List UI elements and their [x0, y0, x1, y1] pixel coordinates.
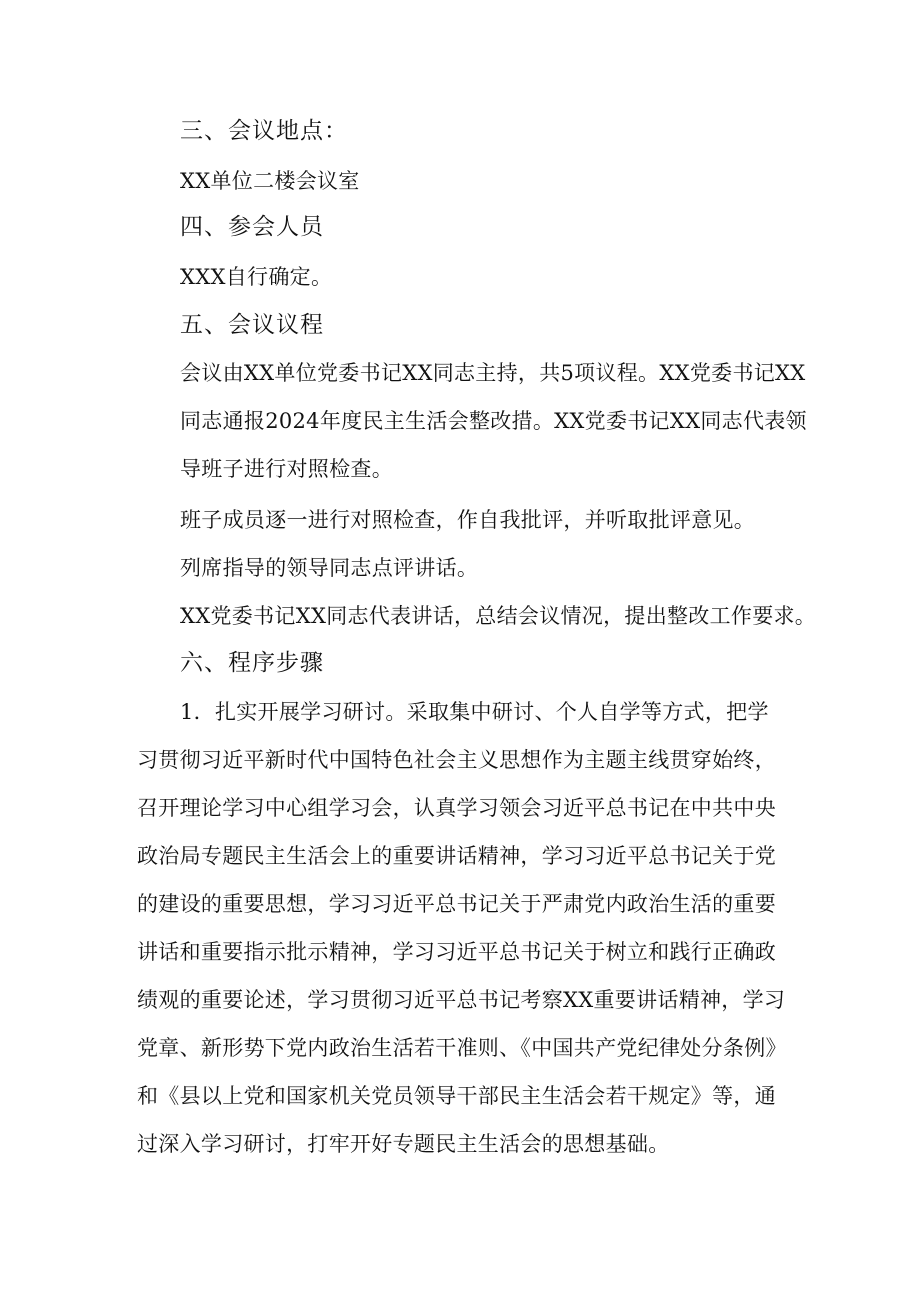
paragraph-line: XX党委书记XX同志代表讲话，总结会议情况，提出整改工作要求。	[180, 604, 817, 628]
paragraph-line: 政治局专题民主生活会上的重要讲话精神，学习习近平总书记关于党	[137, 844, 776, 868]
paragraph-line: 党章、新形势下党内政治生活若干准则、《中国共产党纪律处分条例》	[137, 1036, 787, 1060]
paragraph-line: 1．扎实开展学习研讨。采取集中研讨、个人自学等方式，把学	[180, 700, 769, 724]
section-heading-location: 三、会议地点：	[180, 118, 348, 144]
paragraph-line: 绩观的重要论述，学习贯彻习近平总书记考察XX重要讲话精神，学习	[137, 988, 786, 1012]
paragraph-line: 列席指导的领导同志点评讲话。	[180, 556, 479, 580]
paragraph-line: XXX自行确定。	[180, 265, 333, 289]
paragraph-line: 过深入学习研讨，打牢开好专题民主生活会的思想基础。	[137, 1132, 670, 1156]
paragraph-line: 会议由XX单位党委书记XX同志主持，共5项议程。XX党委书记XX	[180, 361, 806, 385]
paragraph-line: 召开理论学习中心组学习会，认真学习领会习近平总书记在中共中央	[137, 796, 776, 820]
paragraph-line: 同志通报2024年度民主生活会整改措。XX党委书记XX同志代表领	[180, 409, 807, 433]
section-heading-procedure: 六、程序步骤	[180, 650, 324, 676]
paragraph-line: 习贯彻习近平新时代中国特色社会主义思想作为主题主线贯穿始终，	[137, 748, 776, 772]
paragraph-line: 导班子进行对照检查。	[180, 457, 393, 481]
paragraph-line: 的建设的重要思想，学习习近平总书记关于严肃党内政治生活的重要	[137, 892, 776, 916]
paragraph-line: 讲话和重要指示批示精神，学习习近平总书记关于树立和践行正确政	[137, 940, 776, 964]
section-heading-attendees: 四、参会人员	[180, 214, 324, 240]
paragraph-line: 和《县以上党和国家机关党员领导干部民主生活会若干规定》等，通	[137, 1084, 776, 1108]
paragraph-line: 班子成员逐一进行对照检查，作自我批评，并听取批评意见。	[180, 508, 756, 532]
section-heading-agenda: 五、会议议程	[180, 312, 324, 338]
paragraph-line: XX单位二楼会议室	[180, 169, 360, 193]
